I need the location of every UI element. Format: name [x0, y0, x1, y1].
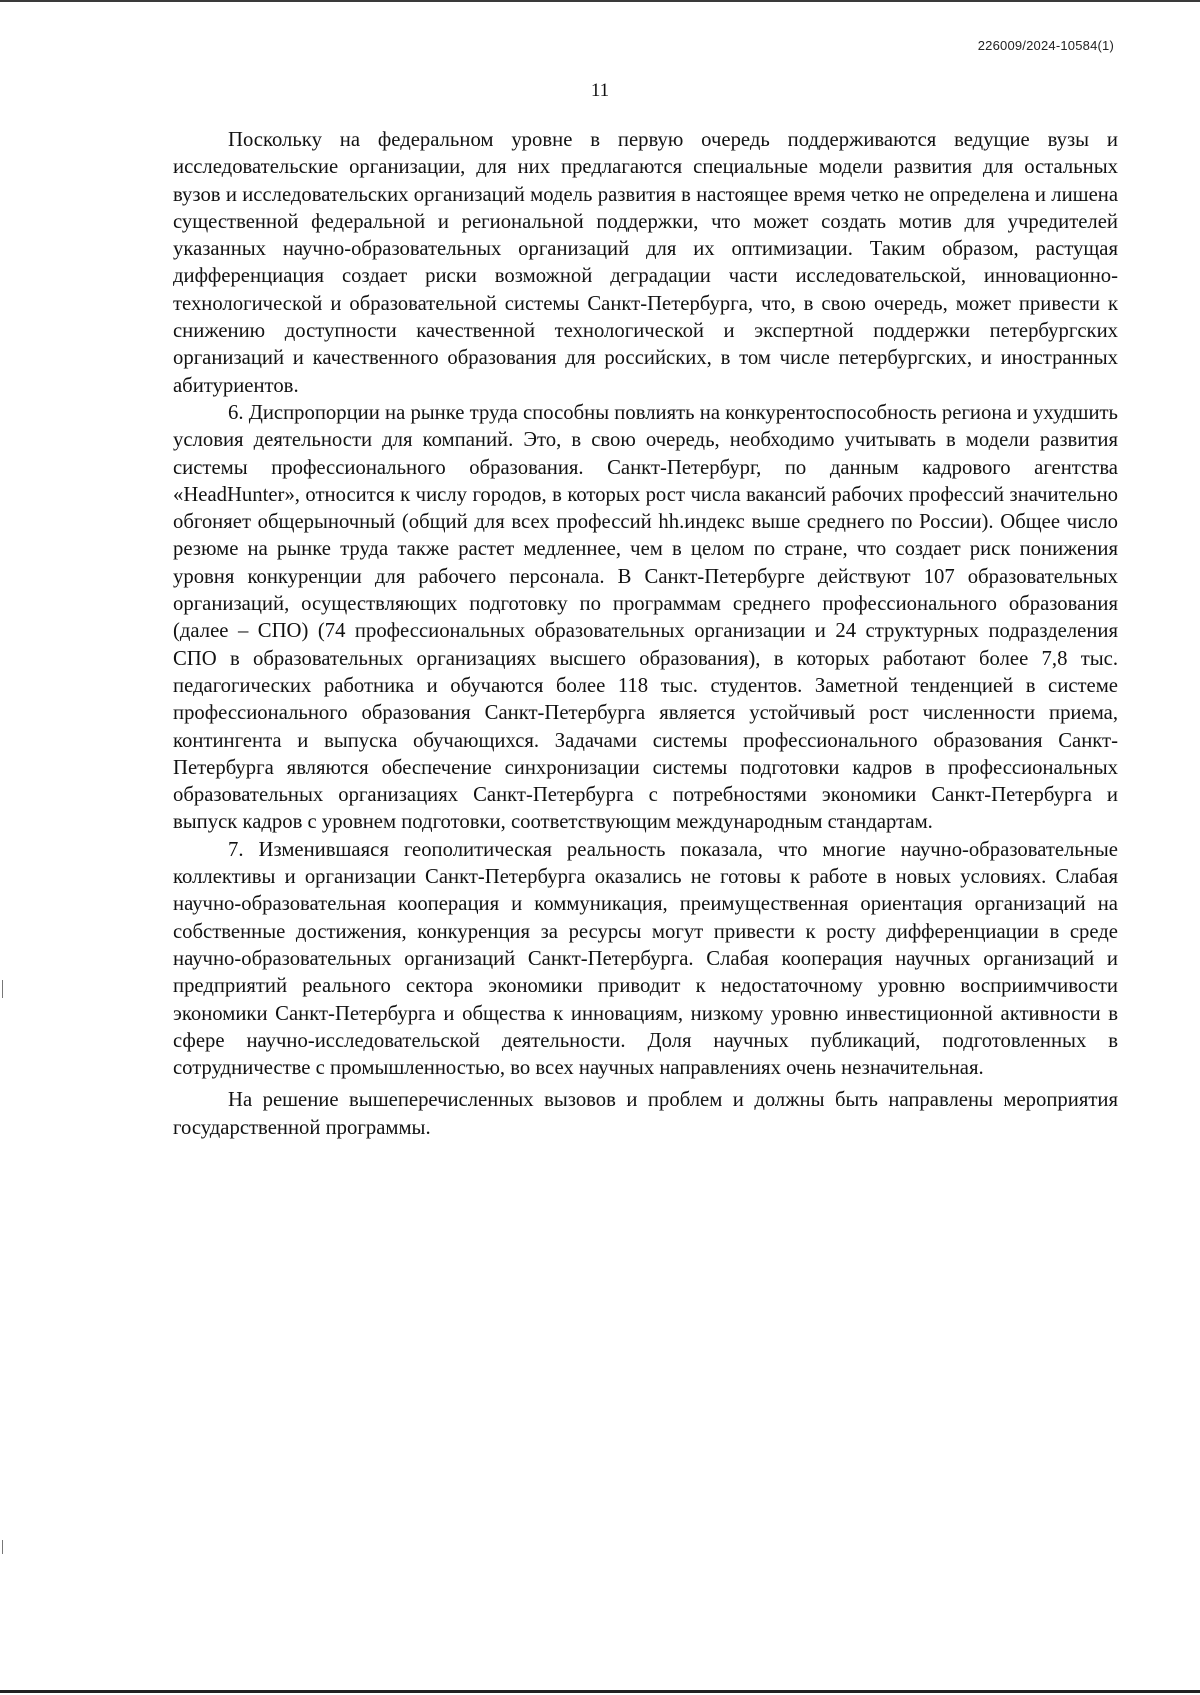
paragraph-universities: Поскольку на федеральном уровне в первую очередь поддерживаются ведущие вузы и исследовательские организации, для них предлагаются специальные модели развития для остальных вузов и исследовательских организаций модель развития в настоящее время четко не определена и лишена существенной федеральной и региональной поддержки, что может создать мотив для учредителей указанных научно-образовательных организаций для их оптимизации. Таким образом, растущая дифференциация создает риски возможной деградации части исследовательской, инновационно-технологической и образовательной системы Санкт-Петербурга, что, в свою очередь, может привести к снижению доступности качественной технологической и экспертной поддержки петербургских организаций и качественного образования для российских, в том числе петербургских, и иностранных абитуриентов.	[173, 129, 1118, 397]
paragraph-labor-market: 6. Диспропорции на рынке труда способны повлиять на конкурентоспособность региона и ухудшить условия деятельности для компаний. Это, в свою очередь, необходимо учитывать в модели развития системы профессионального образования. Санкт-Петербург, по данным кадрового агентства «HeadHunter», относится к числу городов, в которых рост числа вакансий рабочих профессий значительно обгоняет общерыночный (общий для всех профессий hh.индекс выше среднего по России). Общее число резюме на рынке труда также растет медленнее, чем в целом по стране, что создает риск понижения уровня конкуренции для рабочего персонала. В Санкт-Петербурге действуют 107 образовательных организаций, осуществляющих подготовку по программам среднего профессионального образования (далее – СПО) (74 профессиональных образовательных организации и 24 структурных подразделения СПО в образовательных организациях высшего образования), в которых работают более 7,8 тыс. педагогических работника и обучаются более 118 тыс. студентов. Заметной тенденцией в системе профессионального образования Санкт-Петербурга является устойчивый рост численности приема, контингента и выпуска обучающихся. Задачами системы профессионального образования Санкт-Петербурга являются обеспечение синхронизации системы подготовки кадров в профессиональных образовательных организациях Санкт-Петербурга с потребностями экономики Санкт-Петербурга и выпуск кадров с уровнем подготовки, соответствующим международным стандартам.	[173, 401, 1118, 834]
page-number: 11	[590, 80, 610, 101]
scan-edge-bottom	[0, 1690, 1200, 1693]
document-body	[173, 127, 1118, 1142]
registration-number: 226009/2024-10584(1)	[977, 38, 1114, 53]
paragraph-conclusion: На решение вышеперечисленных вызовов и проблем и должны быть направлены мероприятия государственной программы.	[173, 1089, 1118, 1139]
scan-edge-top	[0, 0, 1200, 2]
scan-mark	[2, 980, 3, 998]
scan-mark	[2, 1540, 3, 1554]
paragraph-geopolitical: 7. Изменившаяся геополитическая реальность показала, что многие научно-образовательные коллективы и организации Санкт-Петербурга оказались не готовы к работе в новых условиях. Слабая научно-образовательная кооперация и коммуникация, преимущественная ориентация организаций на собственные достижения, конкуренция за ресурсы могут привести к росту дифференциации в среде научно-образовательных организаций Санкт-Петербурга. Слабая кооперация научных организаций и предприятий реального сектора экономики приводит к недостаточному уровню восприимчивости экономики Санкт-Петербурга и общества к инновациям, низкому уровню инвестиционной активности в сфере научно-исследовательской деятельности. Доля научных публикаций, подготовленных в сотрудничестве с промышленностью, во всех научных направлениях очень незначительная.	[173, 838, 1118, 1080]
